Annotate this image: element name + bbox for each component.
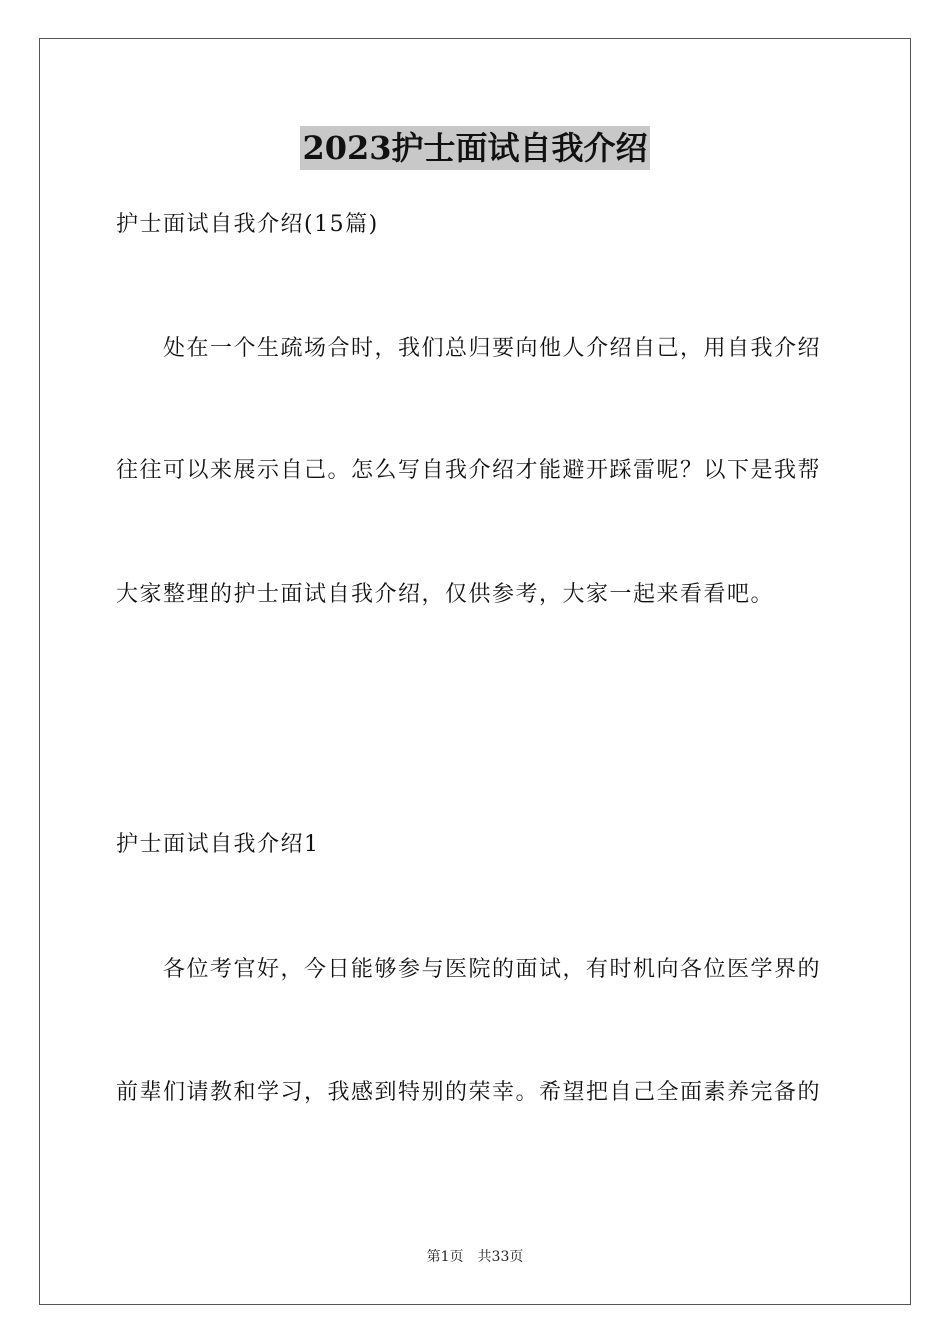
document-subtitle: 护士面试自我介绍(15篇) xyxy=(116,212,379,237)
section-line-2: 前辈们请教和学习，我感到特别的荣幸。希望把自己全面素养完备的 xyxy=(116,1080,822,1105)
page-footer xyxy=(0,1247,950,1267)
page-total: 共33页 xyxy=(477,1249,524,1265)
intro-line-1: 处在一个生疏场合时，我们总归要向他人介绍自己，用自我介绍 xyxy=(163,336,822,361)
intro-line-3: 大家整理的护士面试自我介绍，仅供参考，大家一起来看看吧。 xyxy=(116,582,775,607)
intro-line-2: 往往可以来展示自己。怎么写自我介绍才能避开踩雷呢？以下是我帮 xyxy=(116,458,822,483)
document-title: 2023护士面试自我介绍 xyxy=(300,126,649,170)
title-container xyxy=(0,126,950,170)
page-current: 第1页 xyxy=(426,1249,464,1265)
section-heading: 护士面试自我介绍1 xyxy=(116,832,320,857)
section-line-1: 各位考官好，今日能够参与医院的面试，有时机向各位医学界的 xyxy=(163,957,822,982)
